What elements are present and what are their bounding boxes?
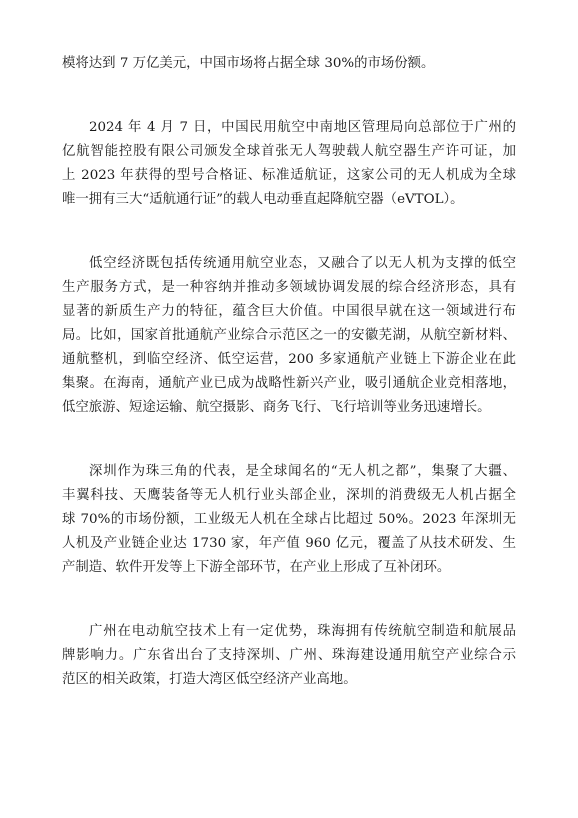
text-line: 亿航智能控股有限公司颁发全球首张无人驾驶载人航空器生产许可证，加 <box>62 144 516 159</box>
paragraph-gap <box>62 76 516 116</box>
paragraph-gap <box>62 580 516 620</box>
paragraph-ehang <box>62 116 516 212</box>
paragraph-guangdong <box>62 620 516 692</box>
text-line: 范区的相关政策，打造大湾区低空经济产业高地。 <box>62 672 357 687</box>
text-line: 模将达到 7 万亿美元，中国市场将占据全球 30%的市场份额。 <box>62 56 435 71</box>
paragraph-gap <box>62 420 516 460</box>
text-line: 低空旅游、短途运输、航空摄影、商务飞行、飞行培训等业务迅速增长。 <box>62 400 491 415</box>
text-line: 牌影响力。广东省出台了支持深圳、广州、珠海建设通用航空产业综合示 <box>62 648 516 663</box>
text-line: 人机及产业链企业达 1730 家，年产值 960 亿元，覆盖了从技术研发、生 <box>62 536 516 551</box>
text-line: 上 2023 年获得的型号合格证、标准适航证，这家公司的无人机成为全球 <box>62 168 516 183</box>
paragraph-low-altitude-economy <box>62 252 516 420</box>
text-line: 局。比如，国家首批通航产业综合示范区之一的安徽芜湖，从航空新材料、 <box>62 328 516 343</box>
text-line: 广州在电动航空技术上有一定优势，珠海拥有传统航空制造和航展品 <box>89 624 516 639</box>
paragraph-shenzhen <box>62 460 516 580</box>
text-line: 球 70%的市场份额，工业级无人机在全球占比超过 50%。2023 年深圳无 <box>62 512 516 527</box>
text-line: 显著的新质生产力的特征，蕴含巨大价值。中国很早就在这一领域进行布 <box>62 304 516 319</box>
text-line: 唯一拥有三大“适航通行证”的载人电动垂直起降航空器（eVTOL）。 <box>62 192 464 207</box>
text-line: 2024 年 4 月 7 日，中国民用航空中南地区管理局向总部位于广州的 <box>89 120 516 135</box>
text-line: 集聚。在海南，通航产业已成为战略性新兴产业，吸引通航企业竞相落地， <box>62 376 516 391</box>
text-line: 产制造、软件开发等上下游全部环节，在产业上形成了互补闭环。 <box>62 560 451 575</box>
text-line: 通航整机，到临空经济、低空运营，200 多家通航产业链上下游企业在此 <box>62 352 516 367</box>
text-line: 丰翼科技、天鹰装备等无人机行业头部企业，深圳的消费级无人机占据全 <box>62 488 516 503</box>
text-line: 深圳作为珠三角的代表，是全球闻名的“无人机之都”，集聚了大疆、 <box>89 464 516 479</box>
paragraph-gap <box>62 212 516 252</box>
text-line: 生产服务方式，是一种容纳并推动多领域协调发展的综合经济形态，具有 <box>62 280 516 295</box>
paragraph-continuation <box>62 52 516 76</box>
text-line: 低空经济既包括传统通用航空业态，又融合了以无人机为支撑的低空 <box>89 256 516 271</box>
